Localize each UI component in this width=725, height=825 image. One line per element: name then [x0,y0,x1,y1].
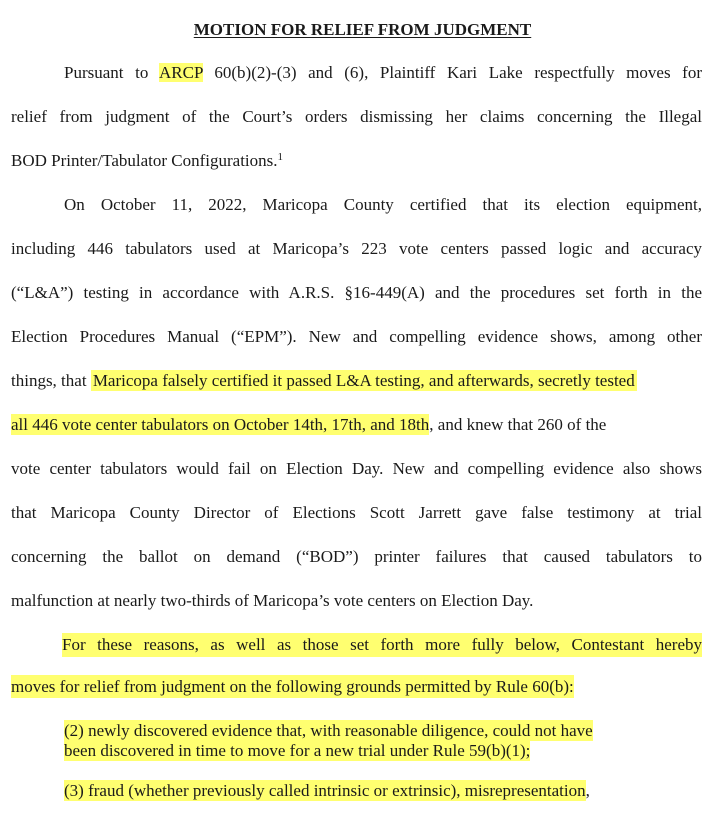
list-item-2-line-1: (2) newly discovered evidence that, with reasonable diligence, could not have [64,721,593,740]
list-item-3-line-1: (3) fraud (whether previously called intrinsic or extrinsic), misrepresentation, [64,781,590,800]
paragraph-1-line-2: relief from judgment of the Court’s orders dismissing her claims concerning the Illegal [11,107,702,126]
paragraph-2-line-1: On October 11, 2022, Maricopa County certified that its election equipment, [64,195,702,214]
paragraph-2-line-10: malfunction at nearly two-thirds of Maricopa’s vote centers on Election Day. [11,591,534,610]
paragraph-2-line-7: vote center tabulators would fail on Election Day. New and compelling evidence also shows [11,459,702,478]
document-title: MOTION FOR RELIEF FROM JUDGMENT [193,20,532,39]
paragraph-2-line-6: all 446 vote center tabulators on October 14th, 17th, and 18th, and knew that 260 of the [11,415,607,434]
highlight-secretly-tested: all 446 vote center tabulators on October 14th, 17th, and 18th [11,415,430,434]
paragraph-2-line-3: (“L&A”) testing in accordance with A.R.S. §16-449(A) and the procedures set forth in the [11,283,702,302]
paragraph-2-line-5: things, that Maricopa falsely certified it passed L&A testing, and afterwards, secretly tested [11,371,635,390]
paragraph-1-line-1: Pursuant to ARCP 60(b)(2)-(3) and (6), Plaintiff Kari Lake respectfully moves for [64,63,702,82]
paragraph-3-line-2: moves for relief from judgment on the following grounds permitted by Rule 60(b): [11,677,574,696]
footnote-reference[interactable]: 1 [277,151,284,163]
paragraph-2-line-4: Election Procedures Manual (“EPM”). New and compelling evidence shows, among other [11,327,702,346]
paragraph-2-line-2: including 446 tabulators used at Maricopa’s 223 vote centers passed logic and accuracy [11,239,702,258]
list-item-2-line-2: been discovered in time to move for a new trial under Rule 59(b)(1); [64,741,531,760]
paragraph-3-line-1: For these reasons, as well as those set forth more fully below, Contestant hereby [62,633,702,657]
paragraph-2-line-8: that Maricopa County Director of Elections Scott Jarrett gave false testimony at trial [11,503,702,522]
highlight-arcp: ARCP [159,63,203,82]
paragraph-1-line-3: BOD Printer/Tabulator Configurations.$^1$ [11,151,284,170]
highlight-falsely-certified: Maricopa falsely certified it passed L&A testing, and afterwards, secretly tested [92,371,635,390]
paragraph-2-line-9: concerning the ballot on demand (“BOD”) printer failures that caused tabulators to [11,547,702,566]
